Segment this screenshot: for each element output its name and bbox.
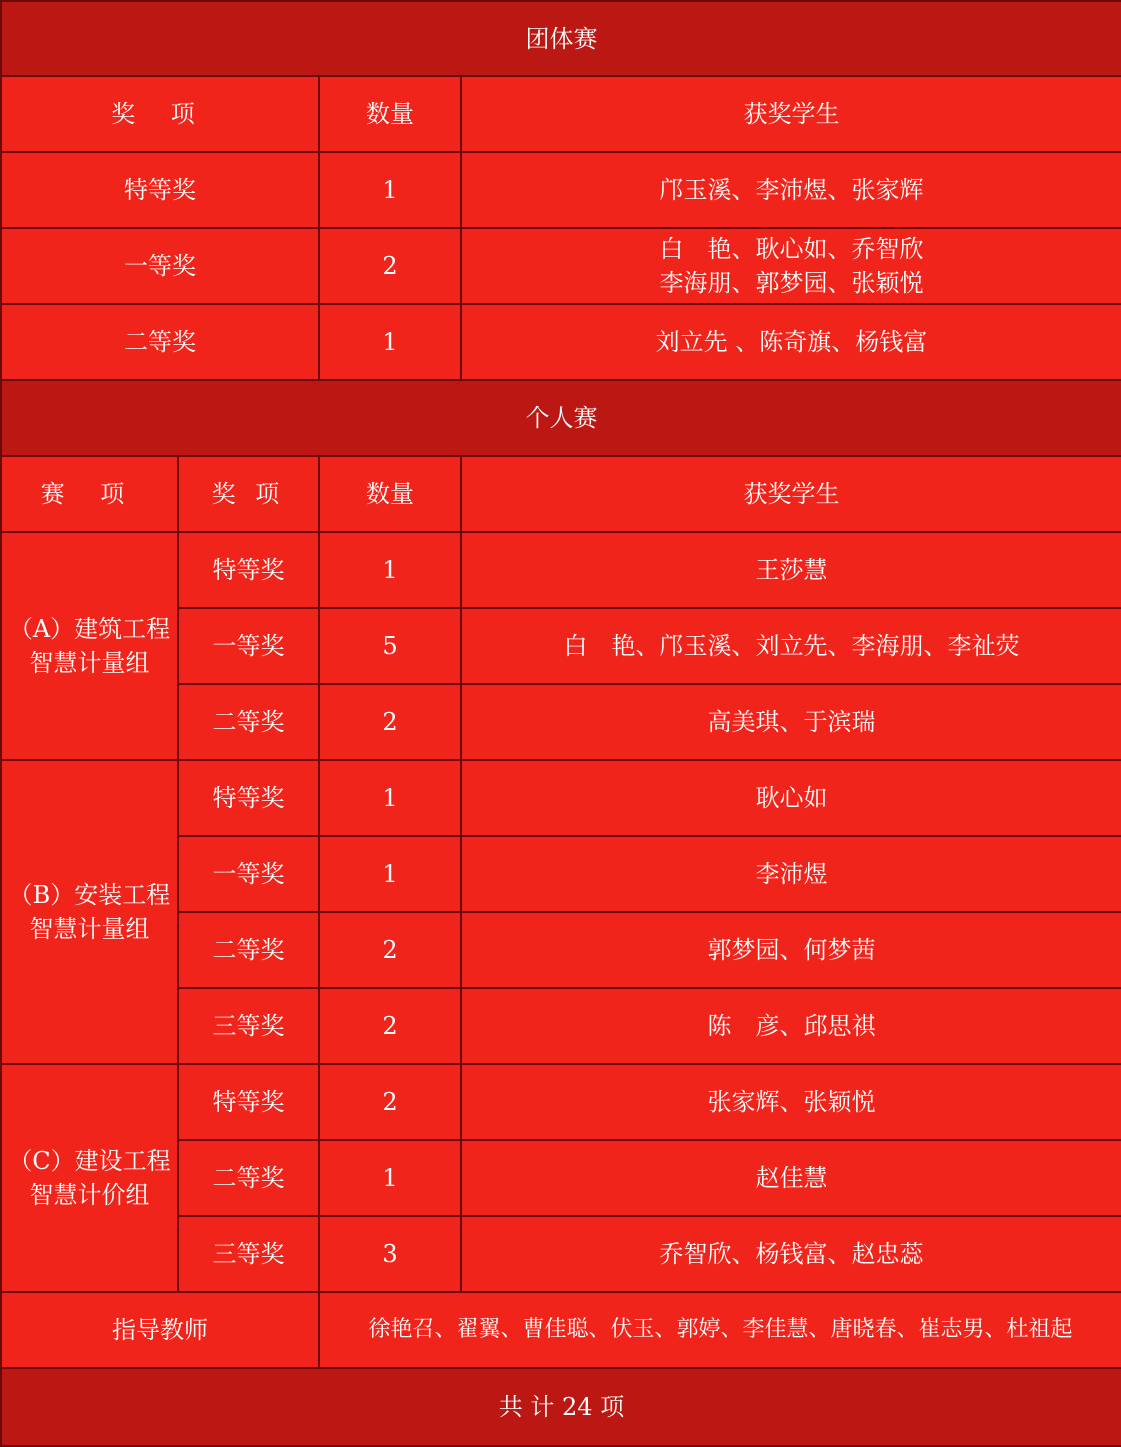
individual-row	[1, 1064, 1121, 1140]
event-group-name-line1: （A）建筑工程	[8, 615, 171, 643]
award-cell: 特等奖	[178, 532, 319, 608]
teachers-names: 徐艳召、翟翼、曹佳聪、伏玉、郭婷、李佳慧、唐晓春、崔志男、杜祖起	[319, 1292, 1121, 1368]
team-header-students: 获奖学生	[461, 76, 1121, 152]
award-cell: 一等奖	[178, 608, 319, 684]
individual-header-award: 奖 项	[178, 456, 319, 532]
count-cell: 1	[319, 304, 461, 380]
event-group-name-line1: （B）安装工程	[8, 881, 171, 909]
students-cell: 白 艳、邝玉溪、刘立先、李海朋、李祉荧	[461, 608, 1121, 684]
students-cell: 赵佳慧	[461, 1140, 1121, 1216]
students-cell	[461, 228, 1121, 304]
individual-row	[1, 760, 1121, 836]
award-cell: 二等奖	[178, 684, 319, 760]
total-count: 共 计 24 项	[1, 1368, 1121, 1446]
count-cell: 3	[319, 1216, 461, 1292]
event-group-name-line1: （C）建设工程	[8, 1147, 171, 1175]
event-group-a	[1, 532, 178, 760]
award-cell: 三等奖	[178, 988, 319, 1064]
students-line: 白 艳、耿心如、乔智欣	[659, 235, 924, 263]
team-section-title: 团体赛	[1, 1, 1121, 76]
team-header-row	[1, 76, 1121, 152]
students-cell: 王莎慧	[461, 532, 1121, 608]
individual-header-count: 数量	[319, 456, 461, 532]
students-cell: 李沛煜	[461, 836, 1121, 912]
count-cell: 2	[319, 1064, 461, 1140]
team-row	[1, 304, 1121, 380]
team-row	[1, 228, 1121, 304]
students-line: 李海朋、郭梦园、张颖悦	[659, 269, 924, 297]
count-cell: 1	[319, 836, 461, 912]
event-group-c	[1, 1064, 178, 1292]
individual-header-students: 获奖学生	[461, 456, 1121, 532]
count-cell: 2	[319, 988, 461, 1064]
individual-section-title: 个人赛	[1, 380, 1121, 456]
award-cell: 特等奖	[178, 760, 319, 836]
award-cell: 特等奖	[178, 1064, 319, 1140]
event-group-name-line2: 智慧计价组	[29, 1181, 150, 1209]
students-cell: 郭梦园、何梦茜	[461, 912, 1121, 988]
count-cell: 5	[319, 608, 461, 684]
students-cell: 邝玉溪、李沛煜、张家辉	[461, 152, 1121, 228]
students-cell: 高美琪、于滨瑞	[461, 684, 1121, 760]
count-cell: 2	[319, 228, 461, 304]
award-cell: 二等奖	[178, 1140, 319, 1216]
count-cell: 1	[319, 760, 461, 836]
count-cell: 2	[319, 912, 461, 988]
team-header-count: 数量	[319, 76, 461, 152]
students-cell: 张家辉、张颖悦	[461, 1064, 1121, 1140]
award-cell: 特等奖	[1, 152, 319, 228]
award-cell: 二等奖	[1, 304, 319, 380]
individual-header-row	[1, 456, 1121, 532]
individual-row	[1, 532, 1121, 608]
students-cell: 陈 彦、邱思祺	[461, 988, 1121, 1064]
students-cell: 耿心如	[461, 760, 1121, 836]
award-cell: 二等奖	[178, 912, 319, 988]
count-cell: 1	[319, 152, 461, 228]
count-cell: 2	[319, 684, 461, 760]
teachers-label: 指导教师	[1, 1292, 319, 1368]
team-row	[1, 152, 1121, 228]
count-cell: 1	[319, 532, 461, 608]
award-cell: 一等奖	[178, 836, 319, 912]
event-group-name-line2: 智慧计量组	[29, 915, 150, 943]
students-cell: 刘立先 、陈奇旗、杨钱富	[461, 304, 1121, 380]
team-header-award: 奖 项	[1, 76, 319, 152]
event-group-name-line2: 智慧计量组	[29, 649, 150, 677]
count-cell: 1	[319, 1140, 461, 1216]
students-cell: 乔智欣、杨钱富、赵忠蕊	[461, 1216, 1121, 1292]
award-cell: 一等奖	[1, 228, 319, 304]
event-group-b	[1, 760, 178, 1064]
individual-header-event: 赛 项	[1, 456, 178, 532]
teachers-row	[1, 1292, 1121, 1368]
award-cell: 三等奖	[178, 1216, 319, 1292]
